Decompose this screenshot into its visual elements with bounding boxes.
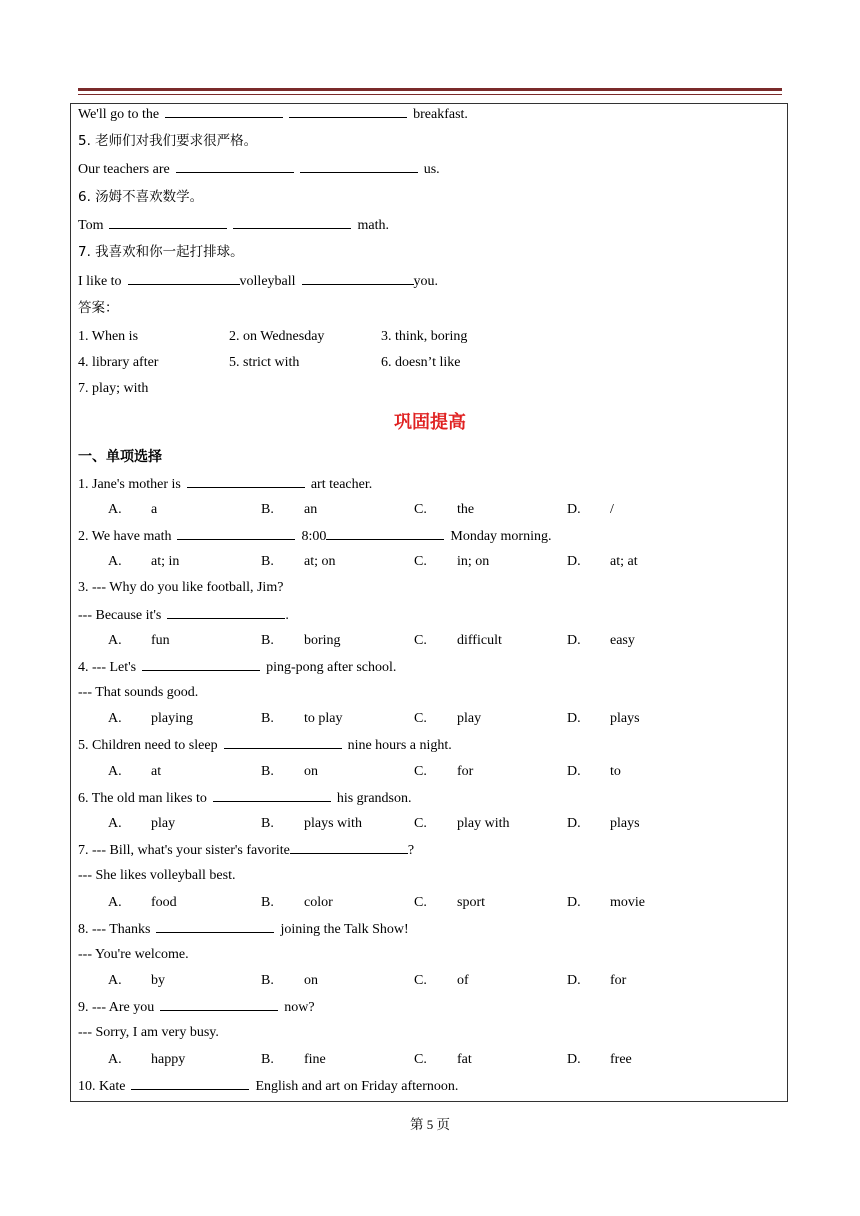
option-letter: A. (108, 973, 122, 988)
option-text: playing (151, 711, 193, 726)
option-text: fine (304, 1052, 326, 1067)
question-stem: 9. --- Are you now? (78, 1000, 315, 1015)
option-letter: D. (567, 1052, 581, 1067)
translation-line: Tom math. (78, 218, 389, 233)
option-letter: D. (567, 502, 581, 517)
question-stem: 4. --- Let's ping-pong after school. (78, 660, 397, 675)
option-letter: B. (261, 973, 274, 988)
translation-prompt: 6. 汤姆不喜欢数学。 (78, 189, 204, 205)
translation-line: Our teachers are us. (78, 162, 440, 177)
option-letter: C. (414, 816, 427, 831)
option-text: the (457, 502, 475, 517)
question-stem: --- Because it's . (78, 608, 289, 623)
option-letter: D. (567, 973, 581, 988)
option-text: on (304, 973, 318, 988)
question-stem: --- You're welcome. (78, 947, 189, 962)
question-stem: 2. We have math 8:00 Monday morning. (78, 529, 552, 544)
translation-prompt: 5. 老师们对我们要求很严格。 (78, 133, 258, 149)
option-letter: D. (567, 711, 581, 726)
option-letter: C. (414, 502, 427, 517)
option-letter: A. (108, 1052, 122, 1067)
translation-line: We'll go to the breakfast. (78, 107, 468, 122)
option-letter: B. (261, 554, 274, 569)
option-text: play (151, 816, 176, 831)
option-letter: C. (414, 554, 427, 569)
question-stem: 7. --- Bill, what's your sister's favorite ? (78, 843, 415, 858)
page-number: 第 5 页 (410, 1117, 450, 1133)
answer-item: 3. think, boring (381, 329, 468, 344)
option-letter: A. (108, 764, 122, 779)
header-rule-thin (78, 94, 782, 95)
option-text: plays (610, 816, 640, 831)
option-text: an (304, 502, 318, 517)
option-letter: B. (261, 1052, 274, 1067)
option-letter: A. (108, 816, 122, 831)
section-subtitle: 一、单项选择 (78, 449, 162, 465)
option-text: play (457, 711, 482, 726)
option-text: sport (457, 895, 485, 910)
question-stem: 5. Children need to sleep nine hours a night. (78, 738, 452, 753)
option-text: to (610, 764, 621, 779)
question-stem: --- Sorry, I am very busy. (78, 1025, 219, 1040)
option-text: for (457, 764, 474, 779)
translation-line: I like to volleyball you. (78, 274, 439, 289)
option-text: color (304, 895, 333, 910)
option-text: fat (457, 1052, 472, 1067)
option-text: / (610, 502, 614, 517)
question-stem: 3. --- Why do you like football, Jim? (78, 580, 284, 595)
question-stem: 6. The old man likes to his grandson. (78, 791, 412, 806)
option-text: plays with (304, 816, 362, 831)
option-text: at; in (151, 554, 180, 569)
option-text: happy (151, 1052, 186, 1067)
option-text: at (151, 764, 162, 779)
answer-item: 2. on Wednesday (229, 329, 325, 344)
option-text: free (610, 1052, 632, 1067)
option-text: boring (304, 633, 341, 648)
answers-label: 答案： (78, 300, 119, 316)
option-text: on (304, 764, 318, 779)
option-text: for (610, 973, 627, 988)
option-text: at; at (610, 554, 638, 569)
option-text: difficult (457, 633, 502, 648)
option-text: to play (304, 711, 343, 726)
question-stem: 8. --- Thanks joining the Talk Show! (78, 922, 409, 937)
answer-item: 5. strict with (229, 355, 300, 370)
question-stem: --- She likes volleyball best. (78, 868, 236, 883)
question-stem: 10. Kate English and art on Friday afternoon. (78, 1079, 459, 1094)
option-letter: D. (567, 554, 581, 569)
option-text: fun (151, 633, 170, 648)
option-letter: D. (567, 633, 581, 648)
section-title: 巩固提高 (394, 412, 466, 433)
option-text: play with (457, 816, 510, 831)
answer-item: 7. play; with (78, 381, 149, 396)
question-stem: --- That sounds good. (78, 685, 199, 700)
option-text: of (457, 973, 469, 988)
answer-item: 6. doesn’t like (381, 355, 461, 370)
option-text: by (151, 973, 165, 988)
option-letter: C. (414, 764, 427, 779)
question-stem: 1. Jane's mother is art teacher. (78, 477, 373, 492)
option-text: food (151, 895, 177, 910)
option-letter: A. (108, 502, 122, 517)
option-letter: B. (261, 502, 274, 517)
option-text: plays (610, 711, 640, 726)
option-letter: B. (261, 816, 274, 831)
header-rule-thick (78, 88, 782, 91)
option-letter: A. (108, 895, 122, 910)
option-letter: C. (414, 633, 427, 648)
option-letter: B. (261, 895, 274, 910)
option-text: movie (610, 895, 645, 910)
option-letter: C. (414, 711, 427, 726)
option-letter: D. (567, 764, 581, 779)
option-letter: D. (567, 895, 581, 910)
option-text: a (151, 502, 158, 517)
option-letter: B. (261, 711, 274, 726)
option-letter: A. (108, 554, 122, 569)
option-letter: A. (108, 711, 122, 726)
answer-item: 1. When is (78, 329, 139, 344)
option-letter: A. (108, 633, 122, 648)
option-letter: B. (261, 633, 274, 648)
answer-item: 4. library after (78, 355, 159, 370)
option-letter: C. (414, 973, 427, 988)
option-text: at; on (304, 554, 336, 569)
option-text: easy (610, 633, 635, 648)
option-letter: D. (567, 816, 581, 831)
option-letter: C. (414, 895, 427, 910)
option-letter: C. (414, 1052, 427, 1067)
option-text: in; on (457, 554, 490, 569)
option-letter: B. (261, 764, 274, 779)
translation-prompt: 7. 我喜欢和你一起打排球。 (78, 244, 244, 260)
